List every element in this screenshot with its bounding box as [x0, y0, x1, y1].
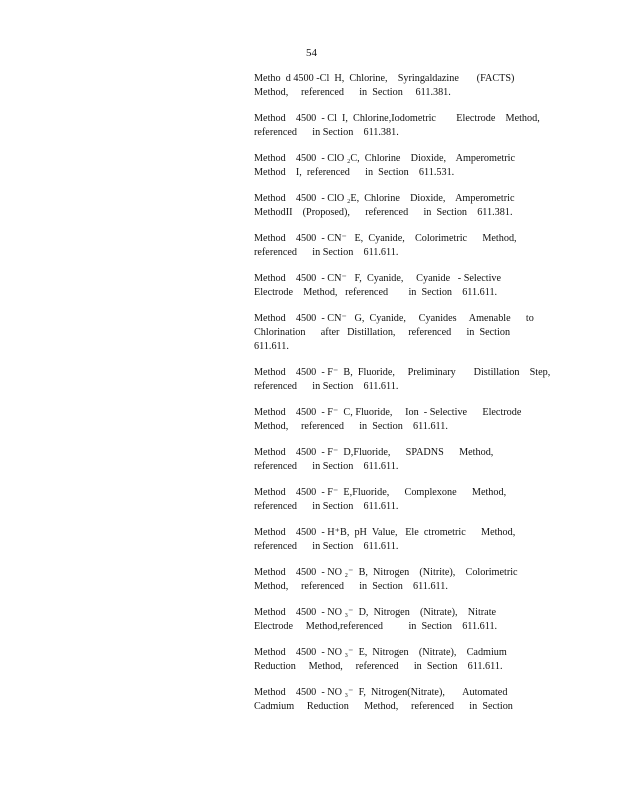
method-entry-line: Cadmium Reduction Method, referenced in Section — [254, 701, 513, 712]
method-entry — [254, 486, 539, 514]
method-entry — [254, 112, 539, 140]
method-entry-line: Reduction Method, referenced in Section 611.611. — [254, 661, 503, 672]
method-entry-line: referenced in Section 611.611. — [254, 381, 399, 392]
method-entry — [254, 192, 539, 220]
method-entry-line: Chlorination after Distillation, referenced in Section — [254, 327, 511, 338]
method-entry-line: MethodII (Proposed), referenced in Section 611.381. — [254, 207, 513, 218]
method-entry-line: Method 4500 - NO ₃⁻ F, Nitrogen(Nitrate), Automated — [254, 687, 508, 698]
method-entry-line: Electrode Method,referenced in Section 611.611. — [254, 621, 498, 632]
method-entry-line: Method, referenced in Section 611.611. — [254, 581, 448, 592]
method-entry-line: Method 4500 - NO ₂⁻ B, Nitrogen (Nitrite), Colorimetric — [254, 567, 518, 578]
method-entry — [254, 646, 539, 674]
method-entry-line: Method 4500 - Cl I, Chlorine,Iodometric Electrode Method, — [254, 113, 540, 124]
method-entry-line: Method 4500 - H⁺B, pH Value, Ele ctrometric Method, — [254, 527, 516, 538]
method-entry-line: Method 4500 - CN⁻ F, Cyanide, Cyanide - Selective — [254, 273, 502, 284]
method-entry-line: Method 4500 - F⁻ C, Fluoride, Ion - Selective Electrode — [254, 407, 522, 418]
method-entry — [254, 566, 539, 594]
method-entry — [254, 406, 539, 434]
method-entry-line: Method 4500 - F⁻ D,Fluoride, SPADNS Method, — [254, 447, 494, 458]
method-entry-line: Method 4500 - ClO ₂C, Chlorine Dioxide, Amperometric — [254, 153, 516, 164]
method-entry — [254, 152, 539, 180]
page-number: 54 — [306, 47, 317, 59]
method-entry-line: Method 4500 - CN⁻ E, Cyanide, Colorimetric Method, — [254, 233, 517, 244]
method-reference-list — [254, 72, 551, 726]
method-entry-line: Method 4500 - ClO ₂E, Chlorine Dioxide, Amperometric — [254, 193, 515, 204]
method-entry — [254, 72, 539, 100]
method-entry-line: Metho d 4500 -Cl H, Chlorine, Syringaldazine (FACTS) — [254, 73, 515, 84]
method-entry-line: Method 4500 - F⁻ B, Fluoride, Preliminary Distillation Step, — [254, 367, 551, 378]
method-entry — [254, 686, 539, 714]
method-entry-line: referenced in Section 611.611. — [254, 501, 399, 512]
method-entry — [254, 232, 539, 260]
method-entry-line: referenced in Section 611.611. — [254, 461, 399, 472]
method-entry-line: referenced in Section 611.611. — [254, 541, 399, 552]
method-entry — [254, 526, 539, 554]
method-entry-line: 611.611. — [254, 341, 289, 352]
method-entry — [254, 366, 551, 394]
method-entry — [254, 312, 539, 354]
method-entry-line: Method, referenced in Section 611.611. — [254, 421, 448, 432]
method-entry — [254, 606, 539, 634]
method-entry-line: referenced in Section 611.381. — [254, 127, 399, 138]
method-entry-line: Electrode Method, referenced in Section 611.611. — [254, 287, 498, 298]
method-entry-line: Method 4500 - CN⁻ G, Cyanide, Cyanides Amenable to — [254, 313, 534, 324]
method-entry-line: Method, referenced in Section 611.381. — [254, 87, 451, 98]
method-entry-line: Method I, referenced in Section 611.531. — [254, 167, 455, 178]
method-entry — [254, 272, 539, 300]
method-entry-line: referenced in Section 611.611. — [254, 247, 399, 258]
method-entry-line: Method 4500 - F⁻ E,Fluoride, Complexone Method, — [254, 487, 507, 498]
method-entry-line: Method 4500 - NO ₃⁻ E, Nitrogen (Nitrate), Cadmium — [254, 647, 507, 658]
method-entry-line: Method 4500 - NO ₃⁻ D, Nitrogen (Nitrate), Nitrate — [254, 607, 497, 618]
method-entry — [254, 446, 539, 474]
